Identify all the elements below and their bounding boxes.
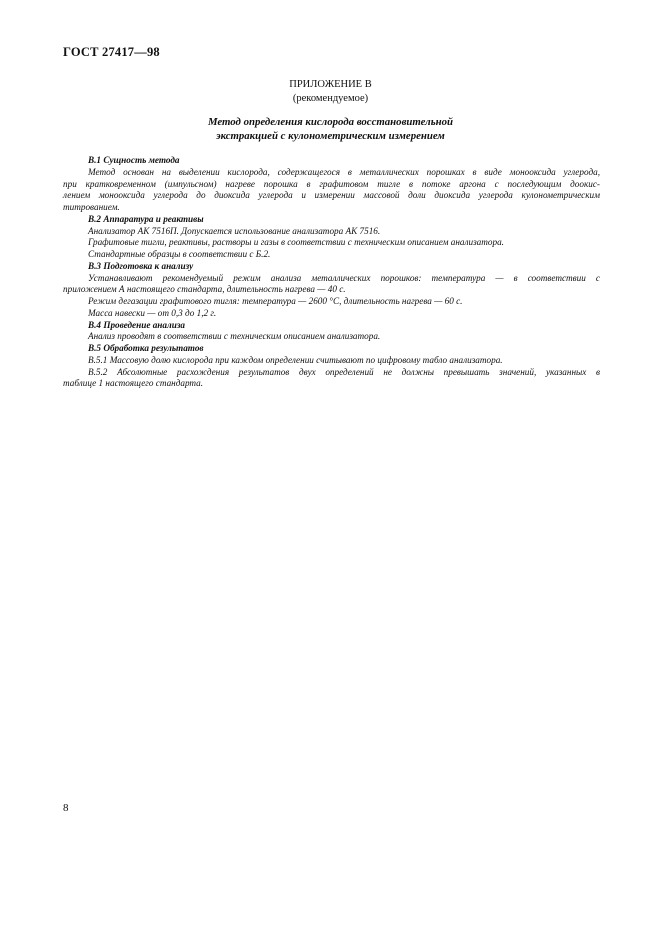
section-heading-b1: В.1 Сущность метода: [88, 155, 180, 165]
section-b3-line-1: Устанавливают рекомендуемый режим анализа металлических порошков: температура — в соответствии с: [88, 272, 600, 283]
document-code: ГОСТ 27417—98: [63, 45, 160, 59]
section-b1-line-4: титрованием.: [63, 202, 120, 212]
annex-body: [63, 155, 600, 390]
section-b2-line-2: Графитовые тигли, реактивы, растворы и газы в соответствии с техническим описанием анализатора.: [88, 237, 504, 248]
section-b1-line-3: лением монооксида углерода до диоксида углерода и измерении массовой доли диоксида углерода кулонометрическим: [63, 190, 600, 201]
annex-status: (рекомендуемое): [292, 93, 369, 104]
method-title-line-2: экстракцией с кулонометрическим измерением: [216, 130, 445, 142]
section-b5-line-2: В.5.2 Абсолютные расхождения результатов двух определений не должны превышать значений, указанных в: [88, 366, 600, 377]
section-b3-line-4: Масса навески — от 0,3 до 1,2 г.: [88, 307, 217, 318]
section-b2-line-1: Анализатор АК 7516П. Допускается использование анализатора АК 7516.: [88, 225, 381, 236]
page-number: 8: [63, 802, 69, 814]
method-title-line-1: Метод определения кислорода восстановительной: [207, 116, 454, 128]
section-b5-line-1: В.5.1 Массовую долю кислорода при каждом определении считывают по цифровому табло анализатора.: [88, 354, 503, 365]
section-heading-b2: В.2 Аппаратура и реактивы: [88, 213, 204, 224]
section-b3-line-2: приложением А настоящего стандарта, длительность нагрева — 40 с.: [63, 284, 346, 295]
section-heading-b4: В.4 Проведение анализа: [88, 319, 186, 330]
section-b4-line-1: Анализ проводят в соответствии с техническим описанием анализатора.: [88, 331, 381, 342]
section-b1-line-1: Метод основан на выделении кислорода, содержащегося в металлических порошках в виде монооксида углерода,: [88, 166, 600, 177]
annex-title: ПРИЛОЖЕНИЕ В: [289, 79, 372, 90]
section-b2-line-3: Стандартные образцы в соответствии с Б.2.: [88, 249, 271, 259]
section-heading-b5: В.5 Обработка результатов: [88, 343, 204, 353]
section-b5-line-3: таблице 1 настоящего стандарта.: [63, 378, 204, 389]
section-heading-b3: В.3 Подготовка к анализу: [88, 260, 194, 271]
method-title: [63, 115, 598, 143]
section-b3-line-3: Режим дегазации графитового тигля: температура — 2600 °С, длительность нагрева — 60 с.: [88, 296, 463, 306]
section-b1-line-2: при кратковременном (импульсном) нагреве порошка в графитовом тигле в потоке аргона с последующим доокис-: [63, 178, 600, 189]
